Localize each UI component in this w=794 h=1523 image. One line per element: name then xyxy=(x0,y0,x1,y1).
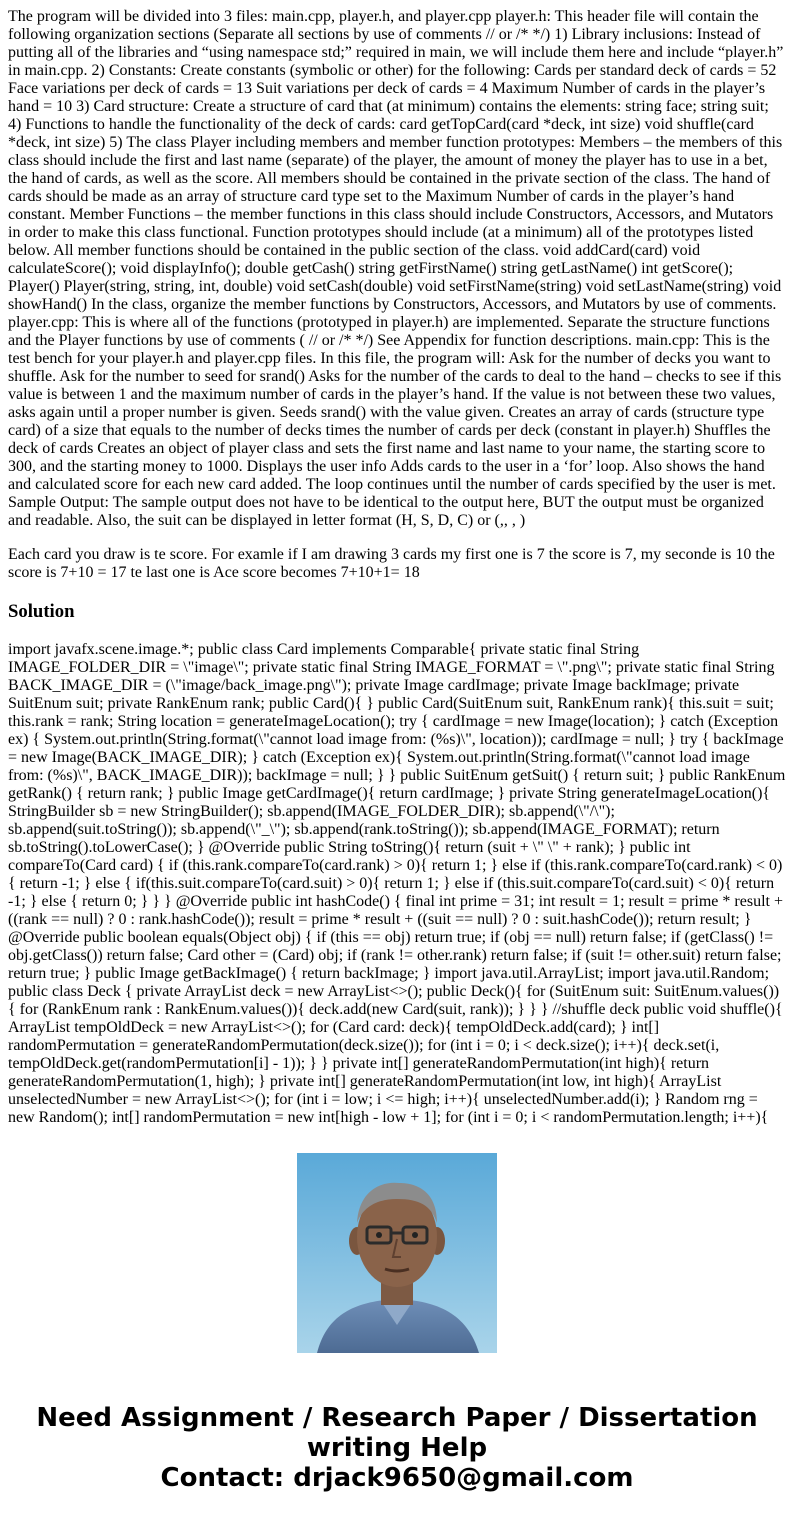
promo-line-1: Need Assignment / Research Paper / Dissertation xyxy=(36,1403,758,1433)
promo-contact: Contact: drjack9650@gmail.com xyxy=(160,1463,634,1493)
solution-heading: Solution xyxy=(8,601,75,622)
solution-code: import javafx.scene.image.*; public class Card implements Comparable{ private static final String IMAGE_FOLDER_DIR = \"image\"; private static final String IMAGE_FORMAT = \".png\"; private static final String BACK_IMAGE_DIR = (\"image/back_image.png\"); private Image cardImage; private Image backImage; private SuitEnum suit; private RankEnum rank; public Card(){ } public Card(SuitEnum suit, RankEnum rank){ this.suit = suit; this.rank = rank; String location = generateImageLocation(); try { cardImage = new Image(location); } catch (Exception ex) { System.out.println(String.format(\"cannot load image from: (%s)\", location)); cardImage = null; } try { backImage = new Image(BACK_IMAGE_DIR); } catch (Exception ex){ System.out.println(String.format(\"cannot load image from: (%s)\", BACK_IMAGE_DIR)); backImage = null; } } public SuitEnum getSuit() { return suit; } public RankEnum getRank() { return rank; } public Image getCardImage(){ return cardImage; } private String generateImageLocation(){ StringBuilder sb = new StringBuilder(); sb.append(IMAGE_FOLDER_DIR); sb.append(\"/\"); sb.append(suit.toString()); sb.append(\"_\"); sb.append(rank.toString()); sb.append(IMAGE_FORMAT); return sb.toString().toLowerCase(); } @Override public String toString(){ return (suit + \" \" + rank); } public int compareTo(Card card) { if (this.rank.compareTo(card.rank) > 0){ return 1; } else if (this.rank.compareTo(card.rank) < 0){ return -1; } else { if(this.suit.compareTo(card.suit) > 0){ return 1; } else if (this.suit.compareTo(card.suit) < 0){ return -1; } else { return 0; } } } @Override public int hashCode() { final int prime = 31; int result = 1; result = prime * result + ((rank == null) ? 0 : rank.hashCode()); result = prime * result + ((suit == null) ? 0 : suit.hashCode()); return result; } @Override public boolean equals(Object obj) { if (this == obj) return true; if (obj == null) return false; if (getClass() != obj.getClass()) return false; Card other = (Card) obj; if (rank != other.rank) return false; if (suit != other.suit) return false; return true; } public Image getBackImage() { return backImage; } import java.util.ArrayList; import java.util.Random; public class Deck { private ArrayList deck = new ArrayList<>(); public Deck(){ for (SuitEnum suit: SuitEnum.values()){ for (RankEnum rank : RankEnum.values()){ deck.add(new Card(suit, rank)); } } } //shuffle deck public void shuffle(){ ArrayList tempOldDeck = new ArrayList<>(); for (Card card: deck){ tempOldDeck.add(card); } int[] randomPermutation = generateRandomPermutation(deck.size()); for (int i = 0; i < deck.size(); i++){ deck.set(i, tempOldDeck.get(randomPermutation[i] - 1)); } } private int[] generateRandomPermutation(int high){ return generateRandomPermutation(1, high); } private int[] generateRandomPermutation(int low, int high){ ArrayList unselectedNumber = new ArrayList<>(); for (int i = low; i <= high; i++){ unselectedNumber.add(i); } Random rng = new Random(); int[] randomPermutation = new int[high - low + 1]; for (int i = 0; i < randomPermutation.length; i++){ xyxy=(8,641,786,1126)
question-paragraph-1: The program will be divided into 3 files: main.cpp, player.h, and player.cpp player.h: This header file will contain the following organization sections (Separate all sections by use of comments // or /* */) 1) Library inclusions: Instead of putting all of the libraries and “using namespace std;” required in main, we will include them here and include “player.h” in main.cpp. 2) Constants: Create constants (symbolic or other) for the following: Cards per standard deck of cards = 52 Face variations per deck of cards = 13 Suit variations per deck of cards = 4 Maximum Number of cards in the player’s hand = 10 3) Card structure: Create a structure of card that (at minimum) contains the elements: string face; string suit; 4) Functions to handle the functionality of the deck of cards: card getTopCard(card *deck, int size) void shuffle(card *deck, int size) 5) The class Player including members and member function prototypes: Members – the members of this class should include the first and last name (separate) of the player, the amount of money the player has to use in a bet, the hand of cards, as well as the score. All members should be contained in the private section of the class. The hand of cards should be made as an array of structure card type set to the Maximum Number of cards in the player’s hand constant. Member Functions – the member functions in this class should include Constructors, Accessors, and Mutators in order to make this class functional. Function prototypes should include (at a minimum) all of the prototypes listed below. All member functions should be contained in the public section of the class. void addCard(card) void calculateScore(); void displayInfo(); double getCash() string getFirstName() string getLastName() int getScore(); Player() Player(string, string, int, double) void setCash(double) void setFirstName(string) void setLastName(string) void showHand() In the class, organize the member functions by Constructors, Accessors, and Mutators by use of comments. player.cpp: This is where all of the functions (prototyped in player.h) are implemented. Separate the structure functions and the Player functions by use of comments ( // or /* */) See Appendix for function descriptions. main.cpp: This is the test bench for your player.h and player.cpp files. In this file, the program will: Ask for the number of decks you want to shuffle. Ask for the number to seed for srand() Asks for the number of the cards to deal to the hand – checks to see if this value is between 1 and the maximum number of cards in the player’s hand. If the value is not between these two values, asks again until a proper number is given. Seeds srand() with the value given. Creates an array of cards (structure type card) of a size that equals to the number of decks times the number of cards per deck (constant in player.h) Shuffles the deck of cards Creates an object of player class and sets the first name and last name to your name, the starting score to 300, and the starting money to 1000. Displays the user info Adds cards to the user in a ‘for’ loop. Also shows the hand and calculated score for each new card added. The loop continues until the number of cards specified by the user is met. Sample Output: The sample output does not have to be identical to the output here, BUT the output must be organized and readable. Also, the suit can be displayed in letter format (H, S, D, C) or (,, , ) xyxy=(8,8,784,529)
avatar xyxy=(297,1153,497,1353)
promo-line-2: writing Help xyxy=(306,1433,488,1463)
promo-banner xyxy=(0,1403,794,1493)
question-paragraph-2: Each card you draw is te score. For examle if I am drawing 3 cards my first one is 7 the score is 7, my seconde is 10 the score is 7+10 = 17 te last one is Ace score becomes 7+10+1= 18 xyxy=(8,546,775,581)
page-content xyxy=(8,8,786,1126)
person-photo-icon xyxy=(297,1153,497,1353)
